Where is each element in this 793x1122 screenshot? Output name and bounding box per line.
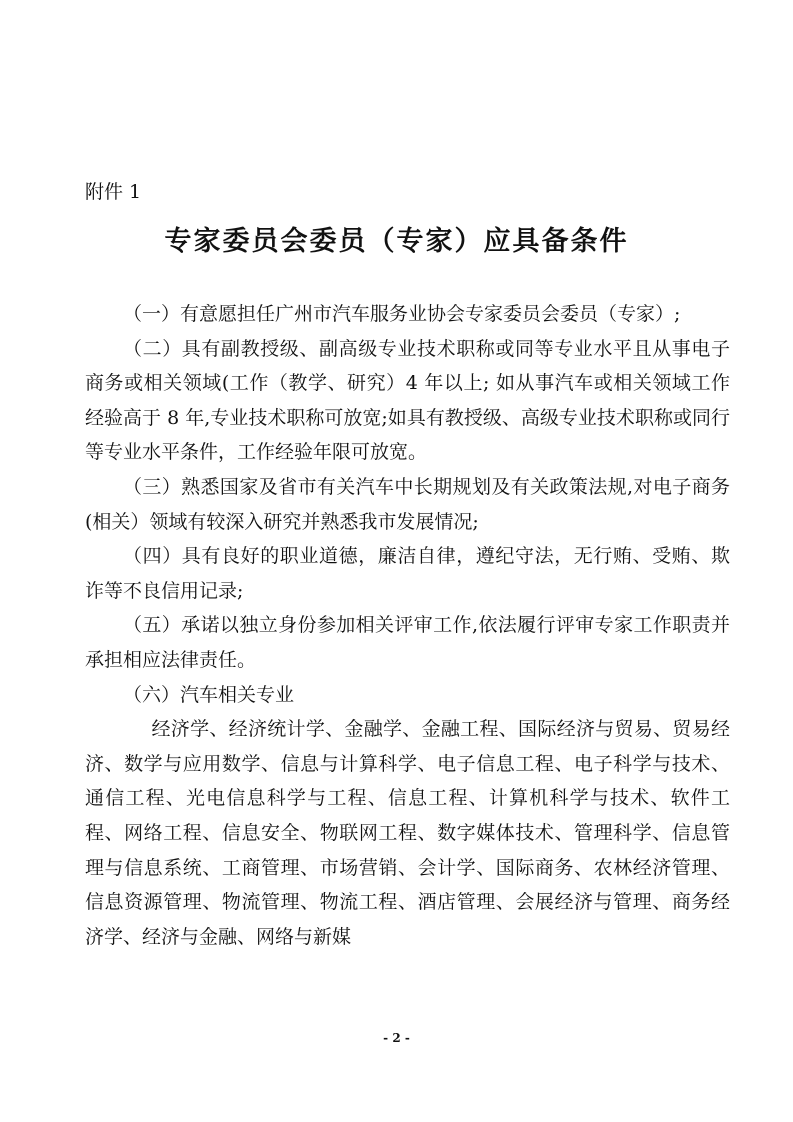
paragraph-condition-2: （二）具有副教授级、副高级专业技术职称或同等专业水平且从事电子商务或相关领域(工作（教学、研究）4 年以上; 如从事汽车或相关领域工作经验高于 8 年,专业技术职称可放宽;如具有教授级、高级专业技术职称或同行等专业水平条件，工作经验年限可放宽。: [85, 337, 730, 464]
paragraph-condition-6-heading: （六）汽车相关专业: [123, 683, 295, 706]
page-number: - 2 -: [383, 1031, 410, 1045]
attachment-label: 附件 1: [85, 181, 142, 203]
paragraph-majors-list: 经济学、经济统计学、金融学、金融工程、国际经济与贸易、贸易经济、数学与应用数学、信息与计算科学、电子信息工程、电子科学与技术、通信工程、光电信息科学与工程、信息工程、计算机科学与技术、软件工程、网络工程、信息安全、物联网工程、数字媒体技术、管理科学、信息管理与信息系统、工商管理、市场营销、会计学、国际商务、农林经济管理、信息资源管理、物流管理、物流工程、酒店管理、会展经济与管理、商务经济学、经济与金融、网络与新媒: [85, 718, 730, 948]
document-title: 专家委员会委员（专家）应具备条件: [164, 226, 629, 257]
paragraph-condition-4: （四）具有良好的职业道德，廉洁自律，遵纪守法，无行贿、受贿、欺诈等不良信用记录;: [85, 545, 730, 602]
paragraph-condition-3: （三）熟悉国家及省市有关汽车中长期规划及有关政策法规,对电子商务(相关）领域有较深入研究并熟悉我市发展情况;: [85, 475, 730, 533]
paragraph-condition-5: （五）承诺以独立身份参加相关评审工作,依法履行评审专家工作职责并承担相应法律责任。: [85, 614, 730, 671]
paragraph-condition-1: （一）有意愿担任广州市汽车服务业协会专家委员会委员（专家）;: [123, 303, 681, 325]
document-body: [85, 297, 730, 954]
